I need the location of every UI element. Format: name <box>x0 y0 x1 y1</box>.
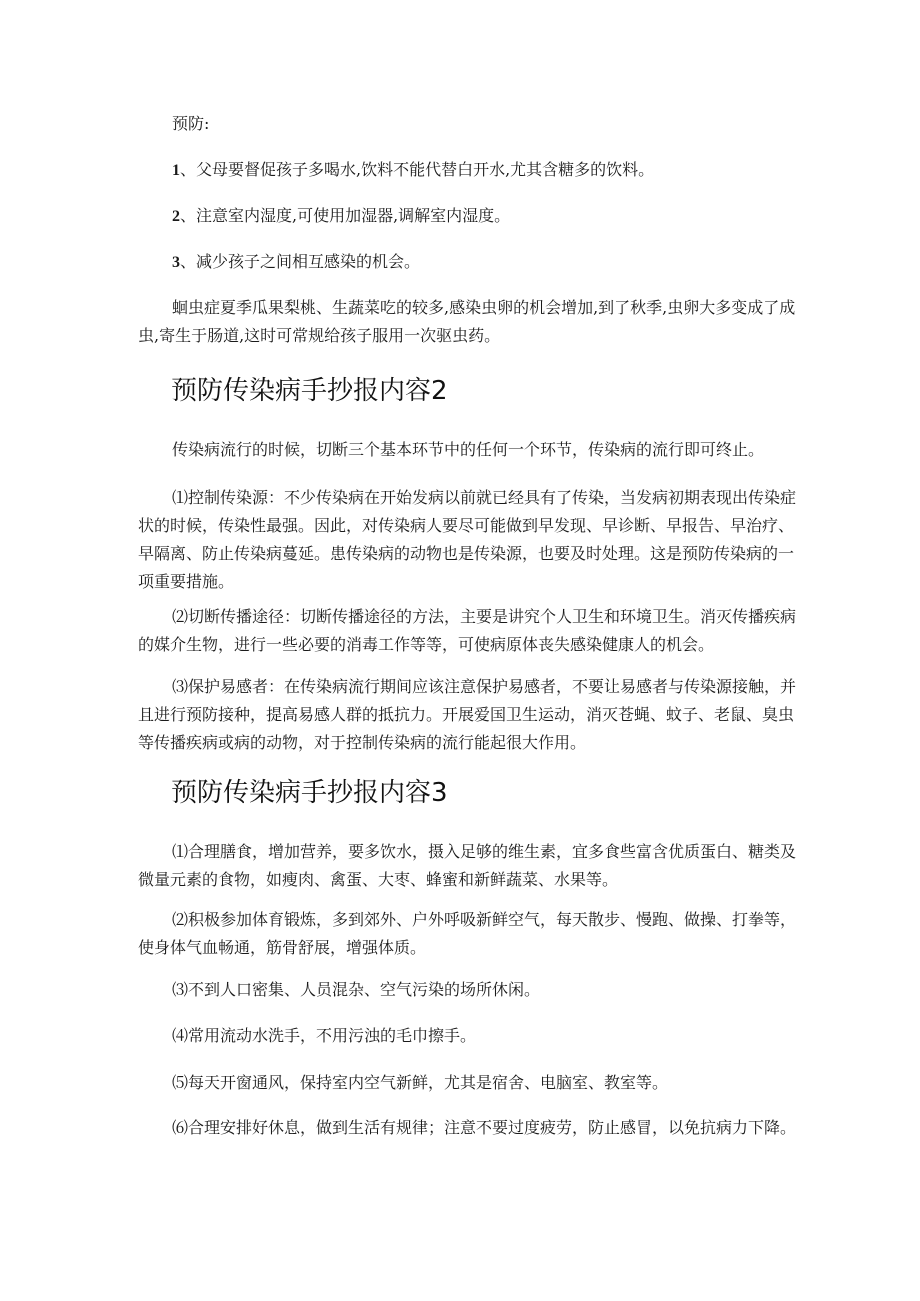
section2-paragraph-1: ⑴控制传染源：不少传染病在开始发病以前就已经具有了传染，当发病初期表现出传染症状的时候，传染性最强。因此，对传染病人要尽可能做到早发现、早诊断、早报告、早治疗、早隔离、防止传染病蔓延。患传染病的动物也是传染源，也要及时处理。这是预防传染病的一项重要措施。 <box>138 488 797 591</box>
prevention-item-2 <box>172 203 510 230</box>
section-heading-2: 预防传染病手抄报内容2 <box>171 376 448 406</box>
item-text: 、减少孩子之间相互感染的机会。 <box>180 252 421 271</box>
section2-paragraph-2: ⑵切断传播途径：切断传播途径的方法，主要是讲究个人卫生和环境卫生。消灭传播疾病的媒介生物，进行一些必要的消毒工作等等，可使病原体丧失感染健康人的机会。 <box>138 607 797 654</box>
section3-paragraph-2: ⑵积极参加体育锻炼，多到郊外、户外呼吸新鲜空气，每天散步、慢跑、做操、打拳等，使身体气血畅通，筋骨舒展，增强体质。 <box>138 910 797 957</box>
section3-paragraph-1: ⑴合理膳食，增加营养，要多饮水，摄入足够的维生素，宜多食些富含优质蛋白、糖类及微量元素的食物，如瘦肉、禽蛋、大枣、蜂蜜和新鲜蔬菜、水果等。 <box>138 842 797 889</box>
section2-paragraph-3: ⑶保护易感者：在传染病流行期间应该注意保护易感者，不要让易感者与传染源接触，并且进行预防接种，提高易感人群的抵抗力。开展爱国卫生运动，消灭苍蝇、蚊子、老鼠、臭虫等传播疾病或病的动物，对于控制传染病的流行能起很大作用。 <box>138 677 797 752</box>
section3-paragraph-5: ⑸每天开窗通风，保持室内空气新鲜，尤其是宿舍、电脑室、教室等。 <box>172 1073 669 1092</box>
item-text: 、父母要督促孩子多喝水,饮料不能代替白开水,尤其含糖多的饮料。 <box>180 160 655 179</box>
section-heading-3: 预防传染病手抄报内容3 <box>171 778 448 808</box>
prevention-label: 预防: <box>172 114 210 133</box>
section3-paragraph-3: ⑶不到人口密集、人员混杂、空气污染的场所休闲。 <box>172 980 541 999</box>
section3-paragraph-4: ⑷常用流动水洗手，不用污浊的毛巾擦手。 <box>172 1026 477 1045</box>
item-number: 2 <box>172 208 180 225</box>
roundworm-paragraph: 蛔虫症夏季瓜果梨桃、生蔬菜吃的较多,感染虫卵的机会增加,到了秋季,虫卵大多变成了成虫,寄生于肠道,这时可常规给孩子服用一次驱虫药。 <box>138 298 796 345</box>
item-number: 3 <box>172 254 180 271</box>
prevention-item-1 <box>172 157 654 184</box>
section3-paragraph-6: ⑹合理安排好休息，做到生活有规律；注意不要过度疲劳，防止感冒，以免抗病力下降。 <box>172 1118 797 1137</box>
item-text: 、注意室内湿度,可使用加湿器,调解室内湿度。 <box>180 206 511 225</box>
item-number: 1 <box>172 162 180 179</box>
prevention-item-3 <box>172 249 420 276</box>
section2-intro: 传染病流行的时候，切断三个基本环节中的任何一个环节，传染病的流行即可终止。 <box>172 440 765 459</box>
